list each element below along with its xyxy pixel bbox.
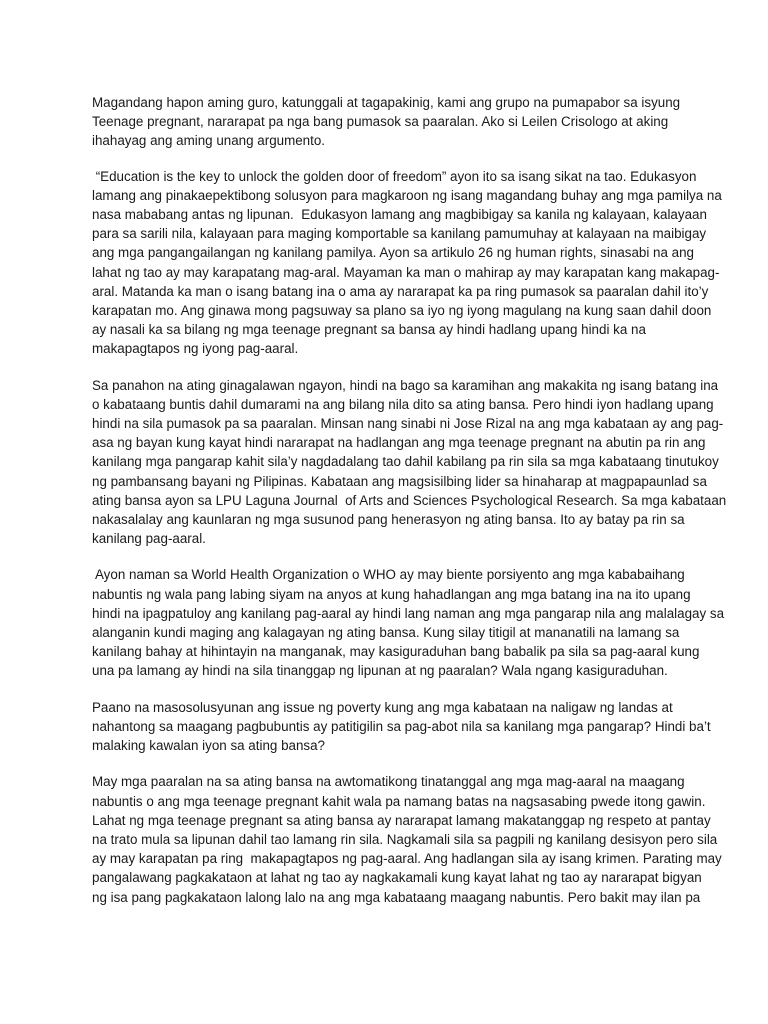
text-line: ating bansa ayon sa LPU Laguna Journal of Arts and Sciences Psychological Research. Sa mga kabataan — [92, 492, 727, 508]
text-line: asa ng bayan kung kayat hindi nararapat na hadlangan ang mga teenage pregnant na abutin pa rin ang — [92, 435, 706, 451]
text-line: ng pambansang bayani ng Pilipinas. Kabataan ang magsisilbing lider sa hinaharap at magpapaunlad sa — [92, 473, 707, 489]
text-line: lamang ang pinakaepektibong solusyon para magkaroon ng isang magandang buhay ang mga pamilya na — [92, 187, 722, 203]
text-line: kanilang bahay at hihintayin na manganak, may kasiguraduhan bang babalik pa sila sa pag-aaral kung — [92, 644, 700, 660]
text-line: aral. Matanda ka man o isang batang ina o ama ay nararapat ka pa ring pumasok sa paaralan dahil ito’y — [92, 283, 709, 299]
text-line: karapatan mo. Ang ginawa mong pagsuway sa plano sa iyo ng iyong magulang na kung saan dahil doon — [92, 303, 712, 319]
paragraph-schools — [92, 772, 722, 906]
text-line: para sa sarili nila, kalayaan para maging komportable sa kanilang pamumuhay at kalayaan na maibigay — [92, 226, 707, 242]
text-line: ng isa pang pagkakataon lalong lalo na ang mga kabataang maagang nabuntis. Pero bakit may ilan pa — [92, 889, 701, 905]
text-line: ihahayag ang aming unang argumento. — [92, 133, 326, 149]
text-line: kanilang pag-aaral. — [92, 531, 206, 547]
text-line: lahat ng tao ay may karapatang mag-aral. Mayaman ka man o mahirap ay may karapatan kang makapag- — [92, 264, 720, 280]
text-line: ay may karapatan pa ring makapagtapos ng pag-aaral. Ang hadlangan sila ay isang krimen. Parating may — [92, 851, 722, 867]
text-line: una pa lamang ay hindi na sila tinanggap ng lipunan at ng paaralan? Wala ngang kasiguraduhan. — [92, 663, 668, 679]
paragraph-who — [92, 565, 725, 680]
text-line: nabuntis o ang mga teenage pregnant kahit wala pa namang batas na nagsasabing pwede itong gawin. — [92, 793, 706, 809]
text-line: Sa panahon na ating ginagalawan ngayon, hindi na bago sa karamihan ang makakita ng isang batang ina — [92, 377, 719, 393]
text-line: hindi na sila pumasok pa sa paaralan. Minsan nang sinabi ni Jose Rizal na ang mga kabataan ay ang pag- — [92, 416, 724, 432]
paragraph-introduction — [92, 93, 688, 151]
text-line: makapagtapos ng iyong pag-aaral. — [92, 341, 299, 357]
text-line: pangalawang pagkakataon at lahat ng tao ay nagkakamali kung kayat lahat ng tao ay nararapat bigyan — [92, 870, 702, 886]
text-line: hindi na ipagpatuloy ang kanilang pag-aaral ay hindi lang naman ang mga pangarap nila ang malalagay sa — [92, 605, 725, 621]
text-line: ang mga pangangailangan ng kanilang pamilya. Ayon sa artikulo 26 ng human rights, sinasabi na ang — [92, 245, 695, 261]
text-line: ay nasali ka sa bilang ng mga teenage pregnant sa bansa ay hindi hadlang upang hindi ka na — [92, 322, 646, 338]
text-line: nakasalalay ang kaunlaran ng mga susunod pang henerasyon ng ating bansa. Ito ay batay pa rin sa — [92, 512, 685, 528]
paragraph-youth — [92, 376, 727, 549]
text-line: Teenage pregnant, nararapat pa nga bang pumasok sa paaralan. Ako si Leilen Crisologo at aking — [92, 114, 669, 130]
text-line: May mga paaralan na sa ating bansa na awtomatikong tinatanggal ang mga mag-aaral na maagang — [92, 774, 685, 790]
text-line: kanilang mga pangarap kahit sila’y nagdadalang tao dahil kabilang pa rin sila sa mga kabataang tinutukoy — [92, 454, 719, 470]
text-line: malaking kawalan iyon sa ating bansa? — [92, 738, 325, 754]
text-line: nabuntis ng wala pang labing siyam na anyos at kung hahadlangan ang mga batang ina na ito upang — [92, 586, 691, 602]
text-line: o kabataang buntis dahil dumarami na ang bilang nila dito sa ating bansa. Pero hindi iyon hadlang upang — [92, 396, 714, 412]
text-line: Magandang hapon aming guro, katunggali at tagapakinig, kami ang grupo na pumapabor sa isyung — [92, 95, 681, 110]
text-line: nahantong sa maagang pagbubuntis ay patitigilin sa pag-abot nila sa kanilang mga pangarap? Hindi ba’t — [92, 718, 711, 734]
text-line: nasa mababang antas ng lipunan. Edukasyon lamang ang magbibigay sa kanila ng kalayaan, kalayaan — [92, 207, 707, 223]
text-line: na trato mula sa lipunan dahil tao lamang rin sila. Nagkamali sila sa pagpili ng kanilang desisyon pero sila — [92, 831, 718, 847]
paragraph-education — [92, 167, 722, 359]
text-line: Ayon naman sa World Health Organization o WHO ay may biente porsiyento ang mga kababaihang — [92, 567, 685, 583]
text-line: “Education is the key to unlock the golden door of freedom” ayon ito sa isang sikat na tao. Edukasyon — [92, 168, 697, 184]
text-line: Lahat ng mga teenage pregnant sa ating bansa ay nararapat lamang makatanggap ng respeto at pantay — [92, 812, 711, 828]
text-line: Paano na masosolusyunan ang issue ng poverty kung ang mga kabataan na naligaw ng landas at — [92, 699, 673, 715]
paragraph-poverty — [92, 698, 711, 756]
text-line: alanganin kundi maging ang kalagayan ng ating bansa. Kung silay titigil at mananatili na lamang sa — [92, 625, 680, 641]
